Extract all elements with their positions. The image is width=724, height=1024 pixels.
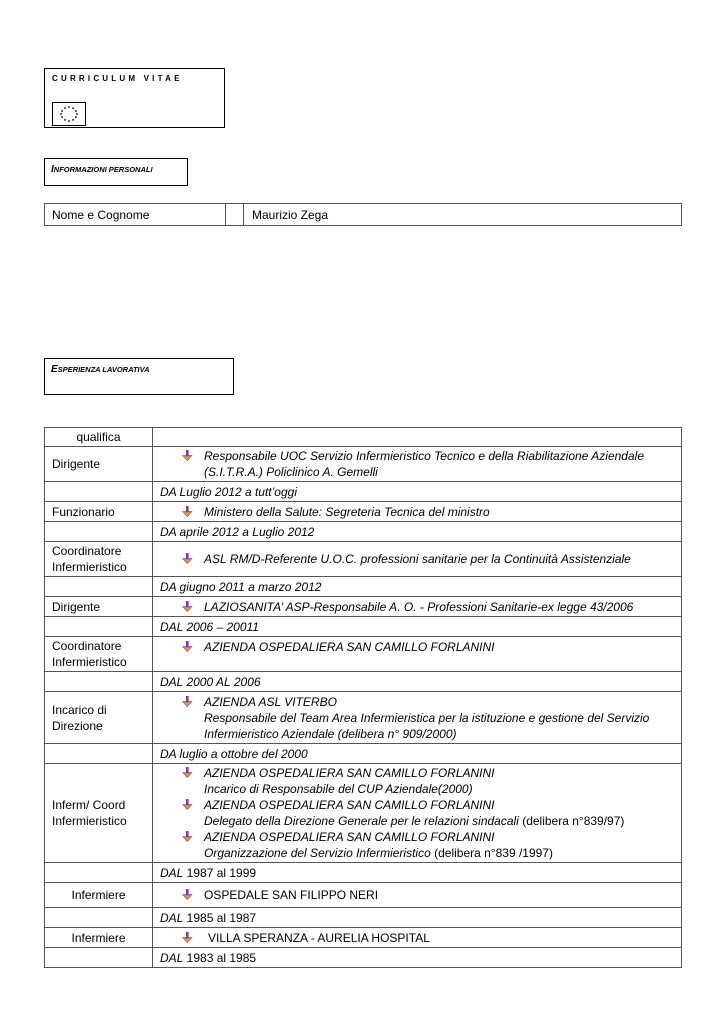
arrow-bullet-icon — [181, 799, 193, 811]
role-label: Infermiere — [45, 883, 153, 908]
date-range: DA aprile 2012 a Luglio 2012 — [153, 522, 682, 542]
arrow-bullet-icon — [181, 831, 193, 843]
qualifica-header: qualifica — [45, 428, 153, 447]
date-range: DA giugno 2011 a marzo 2012 — [153, 577, 682, 597]
role-label: Infermiere — [45, 928, 153, 948]
role-label: Inferm/ Coord Infermieristico — [45, 764, 153, 863]
table-row: Coordinatore Infermieristico ASL RM/D-Referente U.O.C. professioni sanitarie per la Continuità Assistenziale — [45, 542, 682, 577]
table-row — [45, 577, 682, 597]
name-label: Nome e Cognome — [45, 204, 226, 226]
arrow-bullet-icon — [181, 601, 193, 613]
table-row — [45, 482, 682, 502]
arrow-bullet-icon — [181, 889, 193, 901]
date-range: DAL 1987 al 1999 — [153, 863, 682, 883]
role-label: Funzionario — [45, 502, 153, 522]
table-row: Dirigente Responsabile UOC Servizio Infermieristico Tecnico e della Riabilitazione Aziendale (S.I.T.R.A.) Policlinico A. Gemelli — [45, 447, 682, 482]
table-row: Incarico di Direzione AZIENDA ASL VITERBO Responsabile del Team Area Infermieristica per la istituzione e gestione del Servizio Infermieristico Aziendale (delibera n° 909/2000) — [45, 692, 682, 744]
table-row — [45, 948, 682, 968]
date-range: DA luglio a ottobre del 2000 — [153, 744, 682, 764]
role-label: Incarico di Direzione — [45, 692, 153, 744]
role-label: Coordinatore Infermieristico — [45, 542, 153, 577]
eu-flag-icon — [52, 102, 86, 126]
date-range: DA Luglio 2012 a tutt’oggi — [153, 482, 682, 502]
date-range: DAL 1983 al 1985 — [153, 948, 682, 968]
date-range: DAL 2006 – 20011 — [153, 617, 682, 637]
arrow-bullet-icon — [181, 450, 193, 462]
arrow-bullet-icon — [181, 506, 193, 518]
name-value: Maurizio Zega — [244, 204, 682, 226]
role-label: Coordinatore Infermieristico — [45, 637, 153, 672]
role-label: Dirigente — [45, 447, 153, 482]
experience-title: ESPERIENZA LAVORATIVA — [51, 364, 150, 375]
table-row: Infermiere OSPEDALE SAN FILIPPO NERI — [45, 883, 682, 908]
cv-header-box — [44, 68, 225, 128]
table-row — [45, 522, 682, 542]
name-spacer — [226, 204, 244, 226]
table-row: Infermiere VILLA SPERANZA - AURELIA HOSPITAL — [45, 928, 682, 948]
table-row — [45, 744, 682, 764]
cv-title: CURRICULUM VITAE — [52, 74, 183, 83]
arrow-bullet-icon — [181, 641, 193, 653]
arrow-bullet-icon — [181, 553, 193, 565]
table-row — [45, 617, 682, 637]
date-range: DAL 1985 al 1987 — [153, 908, 682, 928]
table-row: Coordinatore Infermieristico AZIENDA OSPEDALIERA SAN CAMILLO FORLANINI — [45, 637, 682, 672]
role-label: Dirigente — [45, 597, 153, 617]
table-row — [45, 863, 682, 883]
table-row: Inferm/ Coord Infermieristico AZIENDA OSPEDALIERA SAN CAMILLO FORLANINI Incarico di Responsabile del CUP Aziendale(2000) AZIENDA OSPEDALIERA SAN CAMILLO FORLANINI Delegato della Direzione Generale per le relazioni sindacali (delibera n°839/97) AZIENDA OSPEDALIERA SAN CAMILLO FORLANINI Organizzazione del Servizio Infermieristico (delibera n°839 /1997) — [45, 764, 682, 863]
experience-table — [44, 427, 682, 968]
table-row — [45, 672, 682, 692]
personal-info-section — [44, 158, 188, 186]
experience-section — [44, 358, 234, 395]
arrow-bullet-icon — [181, 932, 193, 944]
date-range: DAL 2000 AL 2006 — [153, 672, 682, 692]
arrow-bullet-icon — [181, 696, 193, 708]
personal-info-table — [44, 203, 682, 226]
table-row: Dirigente LAZIOSANITA’ ASP-Responsabile A. O. - Professioni Sanitarie-ex legge 43/2006 — [45, 597, 682, 617]
table-row: Funzionario Ministero della Salute: Segreteria Tecnica del ministro — [45, 502, 682, 522]
personal-info-title: INFORMAZIONI PERSONALI — [51, 164, 153, 175]
table-row — [45, 908, 682, 928]
arrow-bullet-icon — [181, 767, 193, 779]
